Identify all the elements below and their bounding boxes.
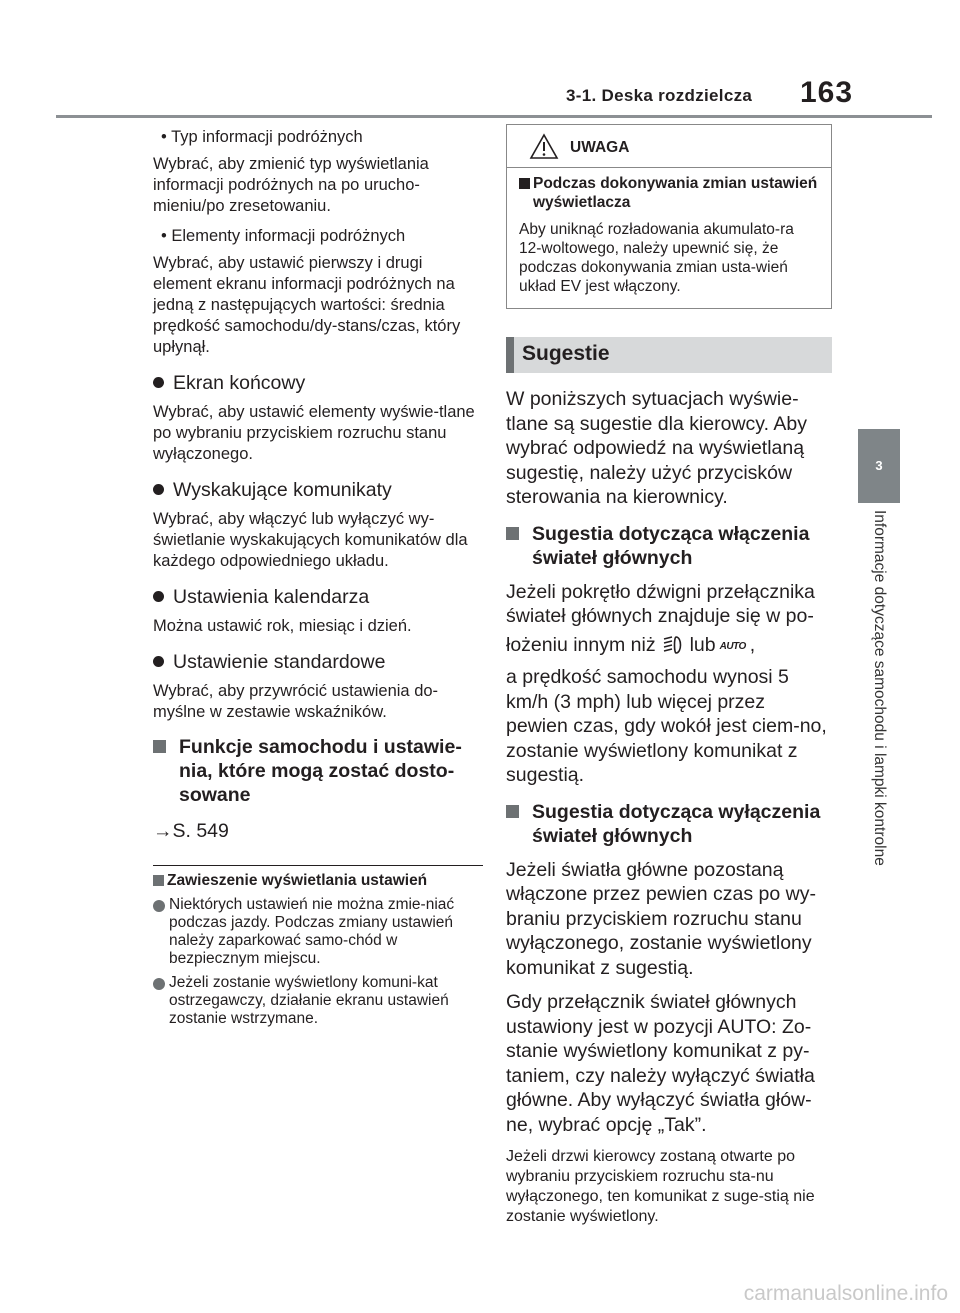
auto-icon: AUTO [719, 640, 746, 652]
page-header [0, 0, 960, 120]
heading-default-setting: Ustawienie standardowe [153, 649, 483, 675]
square-bullet-icon [506, 527, 519, 540]
square-bullet-icon [153, 875, 164, 886]
item-trip-info-type-text: Wybrać, aby zmienić typ wyświetlania informacji podróżnych na po urucho-mieniu/po zresetowaniu. [153, 155, 429, 215]
bullet-dot-icon [153, 484, 164, 495]
title-bar-accent [506, 337, 514, 373]
warning-header [507, 125, 831, 168]
bullet-dot-icon [153, 377, 164, 388]
section-title: 3-1. Deska rozdzielcza [566, 86, 753, 105]
bullet-dot-icon [153, 978, 165, 990]
heading-calendar-settings: Ustawienia kalendarza [153, 584, 483, 610]
end-screen-text: Wybrać, aby ustawić elementy wyświe-tlane po wybraniu przyciskiem rozruchu stanu wyłączonego. [153, 403, 475, 463]
heading-headlight-on-suggestion: Sugestia dotycząca włączenia świateł głównych [506, 522, 832, 570]
warning-triangle-icon [529, 133, 559, 160]
left-column [153, 124, 483, 1028]
warning-box [506, 124, 832, 309]
heading-popup-messages: Wyskakujące komunikaty [153, 477, 483, 503]
square-bullet-icon [519, 178, 530, 189]
headlight-off-text-1: Jeżeli światła główne pozostaną włączone przez pewien czas po wy-braniu przyciskiem rozruchu stanu wyłączonego, zostanie wyświetlony komunikat z sugestią. [506, 858, 816, 979]
headlight-on-text-2: łożeniu innym niż lub AUTO , [506, 633, 832, 660]
warning-subheading: Podczas dokonywania zmian ustawień wyświetlacza [519, 174, 819, 212]
chapter-side-label-text: Informacje dotyczące samochodu i lampki kontrolne [871, 510, 888, 866]
warning-body [507, 168, 831, 308]
warning-label: UWAGA [570, 139, 630, 156]
bullet-dot-icon [153, 900, 165, 912]
headlight-off-text-2: Gdy przełącznik świateł głównych ustawiony jest w pozycji AUTO: Zo-stanie wyświetlony komunikat z py-taniem, czy należy wyłączyć światła główne. Aby wyłączyć światła głów-ne, wybrać opcję „Tak”. [506, 991, 815, 1136]
note-item: Niektórych ustawień nie można zmie-niać podczas jazdy. Podczas zmiany ustawień należy zaparkować samo-chód w bezpiecznym miejscu. [153, 896, 483, 968]
suggestions-title-bar [506, 337, 832, 373]
square-bullet-icon [506, 805, 519, 818]
item-trip-info-elements: • Elementy informacji podróżnych [161, 227, 406, 245]
default-setting-text: Wybrać, aby przywrócić ustawienia do-myślne w zestawie wskaźników. [153, 682, 439, 721]
note-block [153, 865, 483, 1028]
note-item: Jeżeli zostanie wyświetlony komuni-kat ostrzegawczy, działanie ekranu ustawień zostanie wstrzymane. [153, 974, 483, 1028]
heading-headlight-off-suggestion: Sugestia dotycząca wyłączenia świateł głównych [506, 800, 832, 848]
item-trip-info-type: • Typ informacji podróżnych [161, 128, 363, 146]
footer-watermark: carmanualsonline.info [743, 1282, 948, 1305]
suggestions-intro: W poniższych sytuacjach wyświe-tlane są sugestie dla kierowcy. Aby wybrać odpowiedź na wyświetlaną sugestię, należy użyć przycisków sterowania na kierownicy. [506, 388, 807, 508]
headlight-on-text-1: Jeżeli pokrętło dźwigni przełącznika świateł głównych znajduje się w po- [506, 580, 815, 627]
bullet-dot-icon [153, 591, 164, 602]
header-rule [56, 115, 932, 118]
bullet-dot-icon [153, 656, 164, 667]
popup-messages-text: Wybrać, aby włączyć lub wyłączyć wy-świetlanie wyskakujących komunikatów dla każdego odpowiedniego układu. [153, 510, 468, 570]
page-number: 163 [800, 76, 854, 109]
warning-text: Aby uniknąć rozładowania akumulato-ra 12-woltowego, należy upewnić się, że podczas dokonywania zmian usta-wień układ EV jest włączony. [519, 221, 794, 295]
item-trip-info-elements-text: Wybrać, aby ustawić pierwszy i drugi element ekranu informacji podróżnych na jedną z następujących wartości: średnia prędkość samochodu/dy-stans/czas, który upłynął. [153, 254, 461, 356]
headlight-on-text-3: a prędkość samochodu wynosi 5 km/h (3 mph) lub więcej przez pewien czas, gdy wokół jest ciem-no, zostanie wyświetlony komunikat z sugestią. [506, 666, 827, 786]
page-reference-link[interactable]: →S. 549 [153, 820, 229, 842]
right-column [506, 124, 832, 1227]
heading-end-screen: Ekran końcowy [153, 370, 483, 396]
chapter-side-label [868, 510, 892, 930]
suggestions-title: Sugestie [522, 342, 610, 365]
note-heading: Zawieszenie wyświetlania ustawień [153, 872, 483, 890]
headlight-off-text-3: Jeżeli drzwi kierowcy zostaną otwarte po wybraniu przyciskiem rozruchu sta-nu wyłączonego, ten komunikat z suge-stią nie zostanie wyświetlony. [506, 1148, 815, 1225]
calendar-settings-text: Można ustawić rok, miesiąc i dzień. [153, 617, 412, 635]
heading-customizable-features: Funkcje samochodu i ustawie-nia, które mogą zostać dosto-sowane [153, 735, 483, 807]
headlight-icon [662, 635, 684, 655]
chapter-tab[interactable]: 3 [858, 429, 900, 503]
square-bullet-icon [153, 740, 166, 753]
